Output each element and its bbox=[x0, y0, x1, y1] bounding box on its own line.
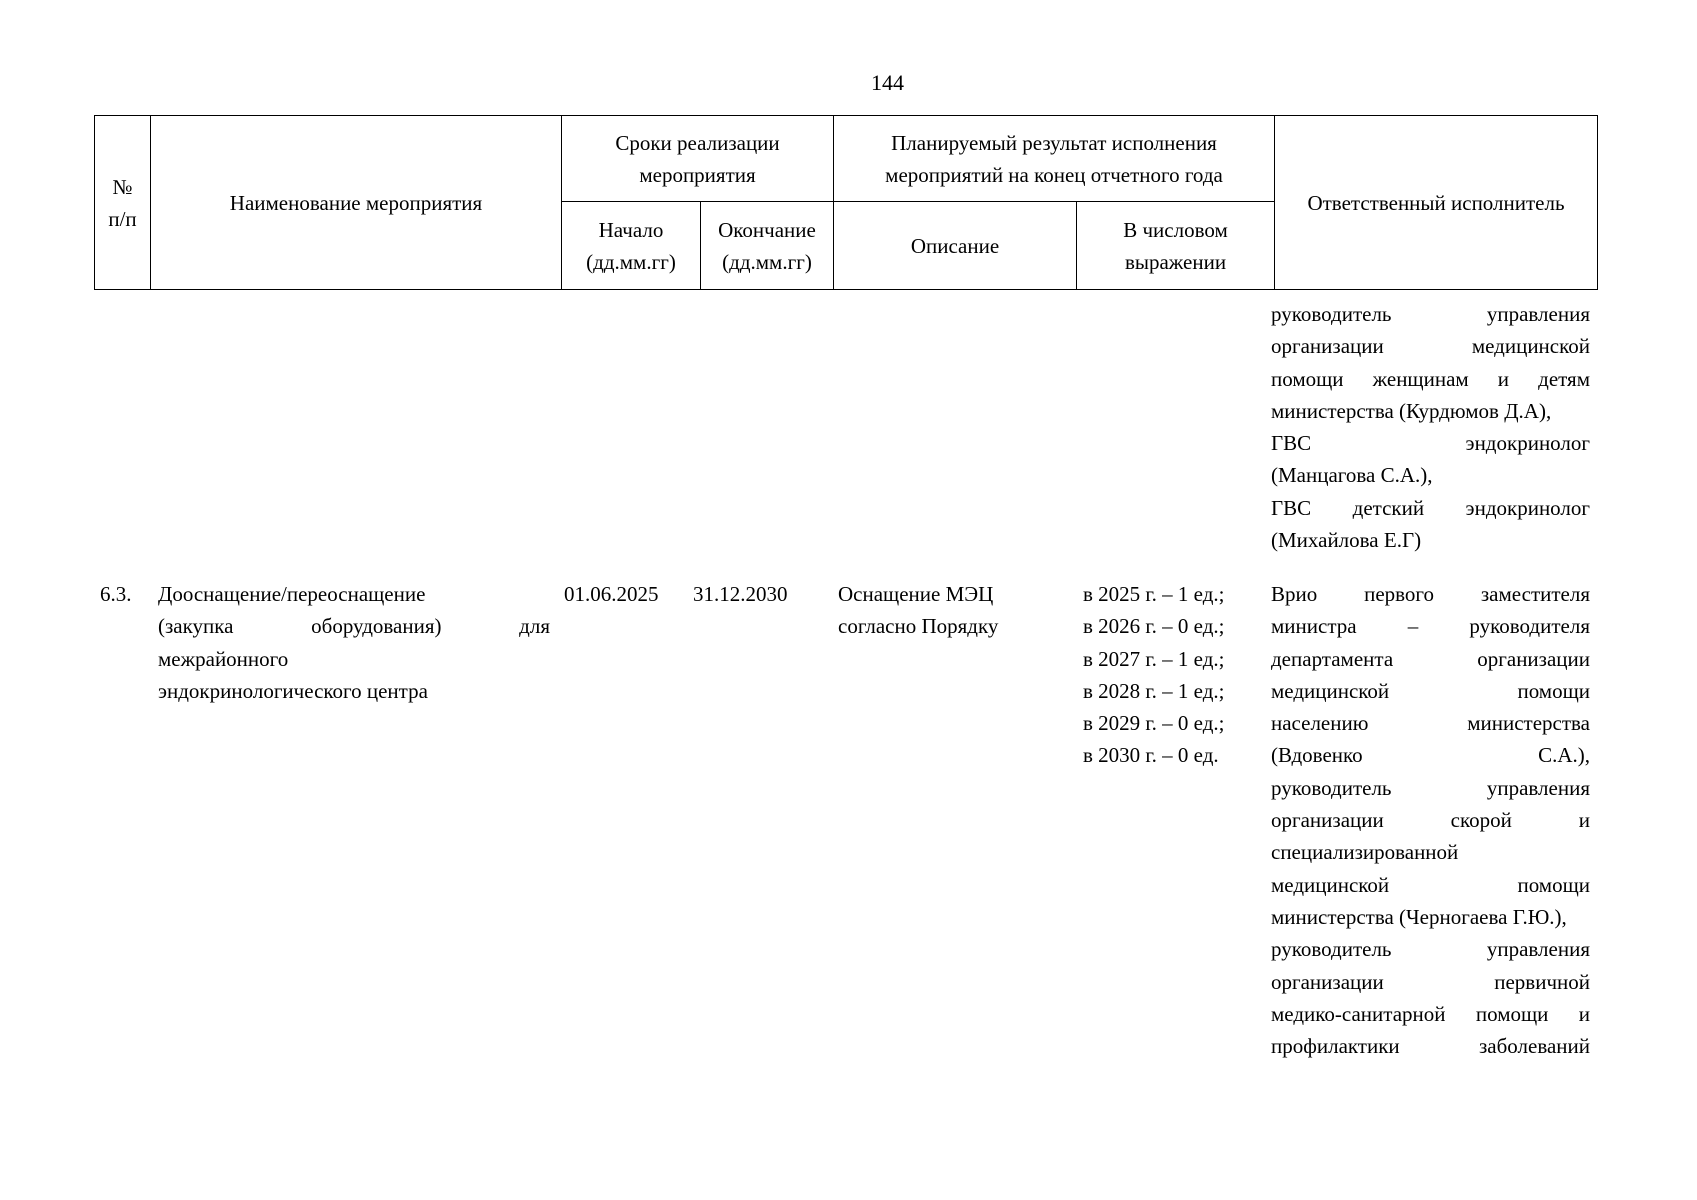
header-start: Начало (дд.мм.гг) bbox=[562, 202, 701, 290]
row-numeric-line: в 2025 г. – 1 ед.; bbox=[1083, 582, 1225, 606]
continued-responsible-line: руководитель управления bbox=[1271, 302, 1590, 326]
continued-responsible-line: министерства (Курдюмов Д.А), bbox=[1271, 398, 1552, 423]
continued-responsible-line: (Манцагова С.А.), bbox=[1271, 463, 1433, 488]
row-responsible-line: организации скорой и bbox=[1271, 808, 1590, 833]
row-description-line: согласно Порядку bbox=[838, 614, 999, 639]
row-responsible-line: Врио первого заместителя bbox=[1271, 582, 1590, 606]
row-responsible-line: профилактики заболеваний bbox=[1271, 1034, 1590, 1059]
page-number: 144 bbox=[871, 70, 904, 95]
row-responsible-line: департамента организации bbox=[1271, 646, 1590, 671]
header-terms: Сроки реализации мероприятия bbox=[562, 116, 834, 202]
row-numeric-line: в 2028 г. – 1 ед.; bbox=[1083, 678, 1225, 703]
row-responsible-line: медицинской помощи bbox=[1271, 872, 1590, 897]
row-number: 6.3. bbox=[100, 582, 132, 606]
row-numeric-line: в 2029 г. – 0 ед.; bbox=[1083, 711, 1225, 736]
row-name-line: эндокринологического центра bbox=[158, 678, 428, 703]
header-name: Наименование мероприятия bbox=[151, 116, 562, 290]
continued-responsible-cell bbox=[1271, 298, 1590, 556]
row-responsible-line: медико-санитарной помощи и bbox=[1271, 1001, 1590, 1026]
row-description-line: Оснащение МЭЦ bbox=[838, 582, 994, 606]
row-name-line: (закупка оборудования) для bbox=[158, 614, 550, 639]
header-end: Окончание (дд.мм.гг) bbox=[701, 202, 834, 290]
row-numeric-line: в 2027 г. – 1 ед.; bbox=[1083, 646, 1225, 671]
continued-responsible-line: (Михайлова Е.Г) bbox=[1271, 528, 1422, 553]
header-result: Планируемый результат исполнения мероприятий на конец отчетного года bbox=[834, 116, 1275, 202]
row-end-date: 31.12.2030 bbox=[693, 582, 788, 606]
continued-responsible-line: организации медицинской bbox=[1271, 334, 1590, 359]
continued-responsible-line: ГВС детский эндокринолог bbox=[1271, 495, 1590, 520]
header-num: № п/п bbox=[95, 116, 151, 290]
row-name-cell bbox=[158, 578, 550, 707]
continued-responsible-line: помощи женщинам и детям bbox=[1271, 366, 1590, 391]
row-responsible-line: (Вдовенко С.А.), bbox=[1271, 743, 1590, 768]
row-responsible-line: населению министерства bbox=[1271, 711, 1590, 736]
row-responsible-line: организации первичной bbox=[1271, 969, 1590, 994]
header-responsible: Ответственный исполнитель bbox=[1275, 116, 1598, 290]
row-numeric-line: в 2030 г. – 0 ед. bbox=[1083, 743, 1219, 768]
row-responsible-line: министерства (Черногаева Г.Ю.), bbox=[1271, 904, 1567, 929]
row-responsible-line: медицинской помощи bbox=[1271, 678, 1590, 703]
row-name-line: межрайонного bbox=[158, 646, 289, 671]
continued-responsible-line: ГВС эндокринолог bbox=[1271, 431, 1590, 456]
row-description-cell bbox=[838, 578, 1058, 643]
row-numeric-line: в 2026 г. – 0 ед.; bbox=[1083, 614, 1225, 639]
row-responsible-line: руководитель управления bbox=[1271, 775, 1590, 800]
row-responsible-line: министра – руководителя bbox=[1271, 614, 1590, 639]
row-responsible-cell bbox=[1271, 578, 1590, 1062]
row-responsible-line: специализированной bbox=[1271, 840, 1459, 865]
row-name-line: Дооснащение/переоснащение bbox=[158, 582, 426, 606]
header-numeric: В числовом выражении bbox=[1077, 202, 1275, 290]
table-header bbox=[94, 115, 1598, 290]
row-start-date: 01.06.2025 bbox=[564, 582, 659, 606]
row-responsible-line: руководитель управления bbox=[1271, 937, 1590, 962]
header-description: Описание bbox=[834, 202, 1077, 290]
row-numeric-cell bbox=[1083, 578, 1263, 772]
